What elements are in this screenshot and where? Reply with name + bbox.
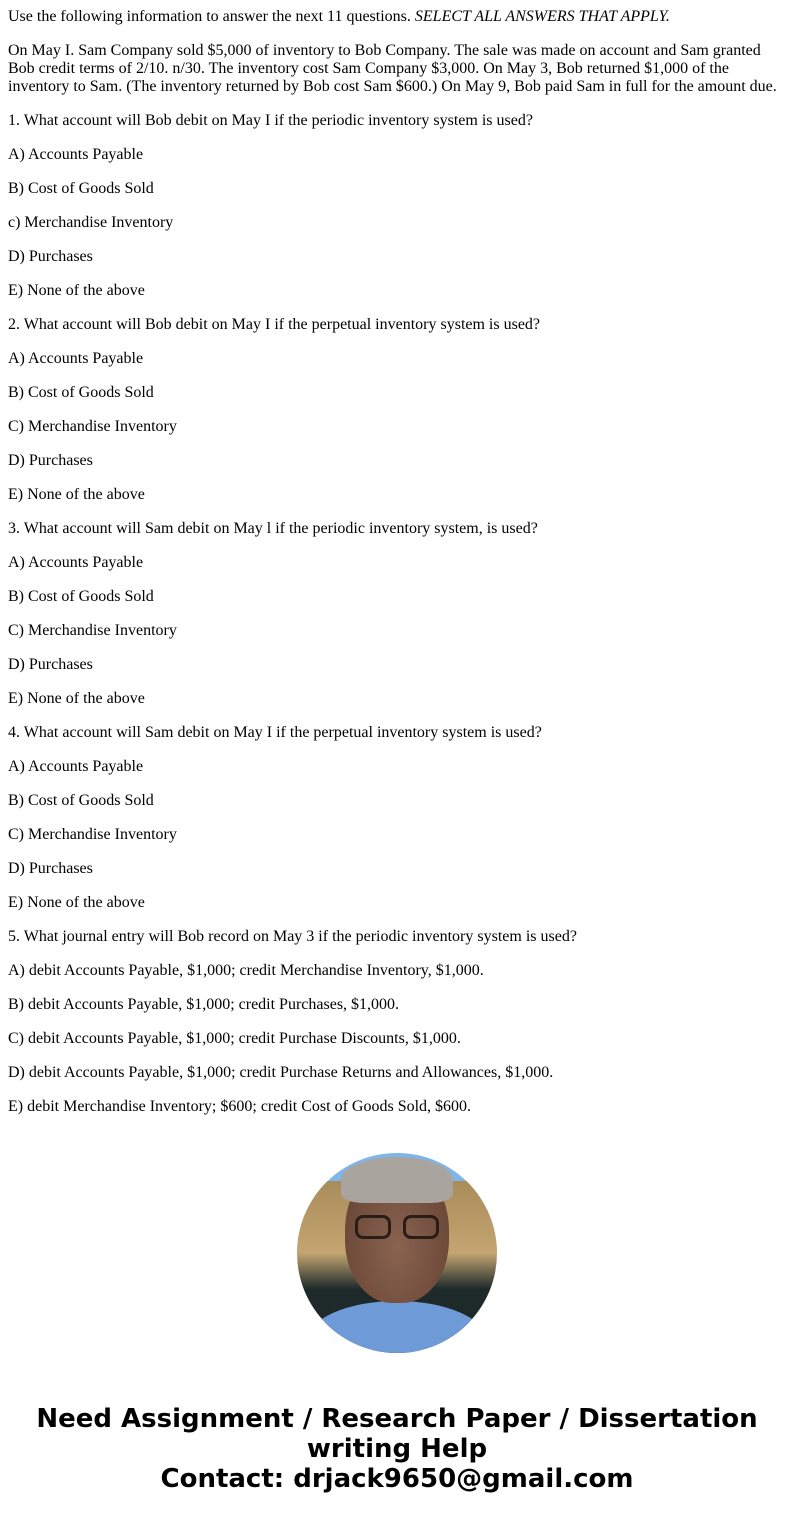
- answer-option: D) Purchases: [8, 656, 93, 673]
- question-text: 5. What journal entry will Bob record on May 3 if the periodic inventory system is used?: [8, 928, 577, 945]
- answer-option: C) Merchandise Inventory: [8, 622, 177, 639]
- answer-option: E) debit Merchandise Inventory; $600; credit Cost of Goods Sold, $600.: [8, 1098, 472, 1115]
- question-text: 2. What account will Bob debit on May I if the perpetual inventory system is used?: [8, 316, 541, 333]
- answer-option: D) debit Accounts Payable, $1,000; credit Purchase Returns and Allowances, $1,000.: [8, 1064, 554, 1081]
- question-list: [8, 112, 786, 1116]
- banner-line-1: Need Assignment / Research Paper / Dissertation: [36, 1404, 758, 1434]
- answer-option: A) Accounts Payable: [8, 350, 144, 367]
- answer-option: E) None of the above: [8, 282, 145, 299]
- answer-option: B) Cost of Goods Sold: [8, 384, 154, 401]
- banner-contact: Contact: drjack9650@gmail.com: [160, 1464, 634, 1494]
- answer-option: E) None of the above: [8, 486, 145, 503]
- answer-option: C) Merchandise Inventory: [8, 826, 177, 843]
- answer-option: B) debit Accounts Payable, $1,000; credit Purchases, $1,000.: [8, 996, 400, 1013]
- answer-option: B) Cost of Goods Sold: [8, 792, 154, 809]
- answer-option: A) Accounts Payable: [8, 758, 144, 775]
- question-text: 4. What account will Sam debit on May I if the perpetual inventory system is used?: [8, 724, 542, 741]
- contact-banner: [0, 1404, 794, 1494]
- answer-option: C) debit Accounts Payable, $1,000; credit Purchase Discounts, $1,000.: [8, 1030, 461, 1047]
- instructions: [8, 8, 786, 26]
- answer-option: B) Cost of Goods Sold: [8, 180, 154, 197]
- question-text: 1. What account will Bob debit on May I if the periodic inventory system is used?: [8, 112, 533, 129]
- answer-option: D) Purchases: [8, 248, 93, 265]
- answer-option: A) Accounts Payable: [8, 554, 144, 571]
- scenario-paragraph: On May I. Sam Company sold $5,000 of inventory to Bob Company. The sale was made on account and Sam granted Bob credit terms of 2/10. n/30. The inventory cost Sam Company $3,000. On May 3, Bob returned $1,000 of the inventory to Sam. (The inventory returned by Bob cost Sam $600.) On May 9, Bob paid Sam in full for the amount due.: [8, 42, 777, 95]
- answer-option: D) Purchases: [8, 452, 93, 469]
- instructions-lead: Use the following information to answer the next 11 questions.: [8, 8, 415, 25]
- banner-line-2: writing Help: [306, 1434, 488, 1464]
- answer-option: A) Accounts Payable: [8, 146, 144, 163]
- answer-option: C) Merchandise Inventory: [8, 418, 177, 435]
- answer-option: D) Purchases: [8, 860, 93, 877]
- answer-option: E) None of the above: [8, 690, 145, 707]
- question-text: 3. What account will Sam debit on May l if the periodic inventory system, is used?: [8, 520, 538, 537]
- answer-option: c) Merchandise Inventory: [8, 214, 174, 231]
- answer-option: E) None of the above: [8, 894, 145, 911]
- author-photo: [297, 1153, 497, 1353]
- answer-option: B) Cost of Goods Sold: [8, 588, 154, 605]
- instructions-emphasis: SELECT ALL ANSWERS THAT APPLY.: [414, 8, 670, 25]
- answer-option: A) debit Accounts Payable, $1,000; credit Merchandise Inventory, $1,000.: [8, 962, 484, 979]
